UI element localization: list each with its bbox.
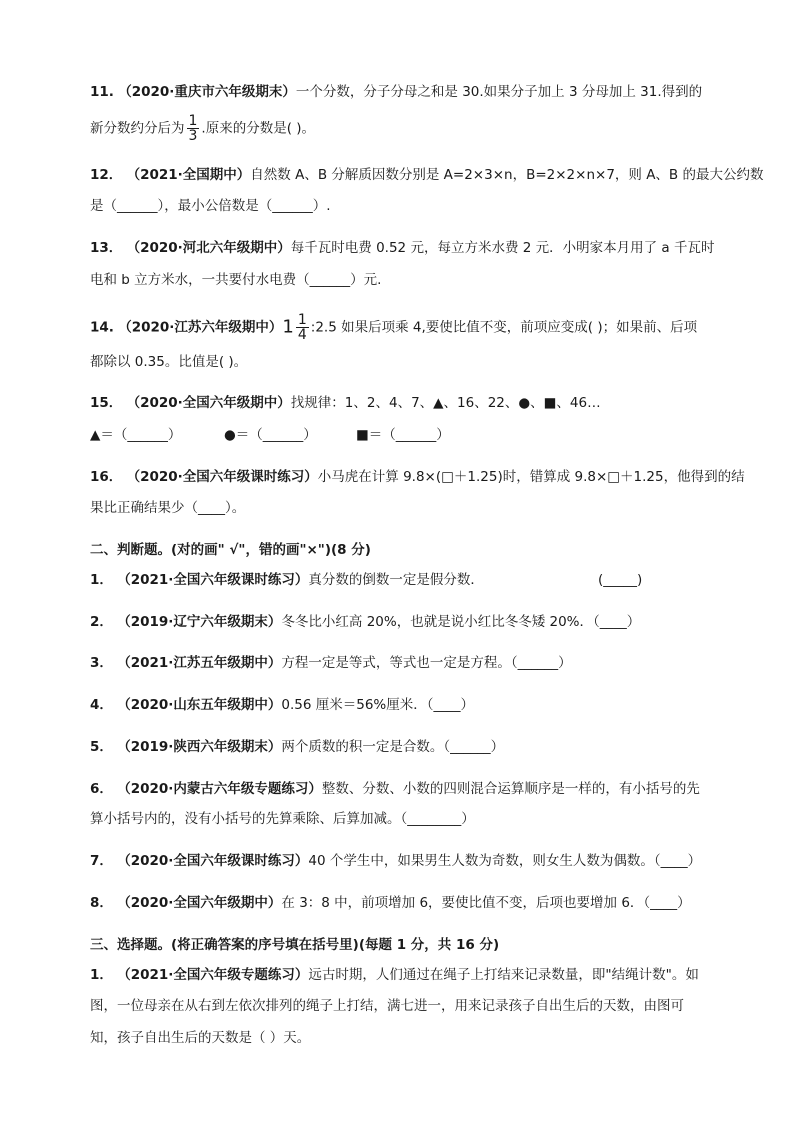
- question-text: 图，一位母亲在从右到左依次排列的绳子上打结，满七进一，用来记录孩子自出生后的天数，由图可: [90, 998, 684, 1014]
- choice-1-line-1: [90, 965, 699, 985]
- question-number: 1．: [90, 572, 113, 588]
- question-text: 两个质数的积一定是合数。（______）: [281, 739, 505, 755]
- question-13-line-1: [90, 238, 714, 258]
- question-number: 8．: [90, 895, 113, 911]
- question-number: 7．: [90, 853, 113, 869]
- choice-1-line-2: [90, 996, 684, 1016]
- question-text: 整数、分数、小数的四则混合运算顺序是一样的，有小括号的先: [321, 781, 700, 797]
- question-source: （2020·山东五年级期中）: [117, 697, 282, 713]
- question-source: （2020·全国六年级期中）: [126, 395, 291, 411]
- question-number: 6．: [90, 781, 113, 797]
- question-source: （2020·全国六年级课时练习）: [126, 469, 318, 485]
- section-3-title: 三、选择题。(将正确答案的序号填在括号里)(每题 1 分，共 16 分): [90, 937, 500, 953]
- question-text: 自然数 A、B 分解质因数分别是 A=2×3×n，B=2×2×n×7，则 A、B 的最大公约数: [250, 167, 764, 183]
- question-number: 1．: [90, 967, 113, 983]
- question-text: 在 3：8 中，前项增加 6，要使比值不变，后项也要增加 6．（____）: [281, 895, 691, 911]
- judge-7: [90, 851, 701, 871]
- question-source: （2020·内蒙古六年级专题练习）: [117, 781, 322, 797]
- question-14-line-2: [90, 352, 247, 372]
- question-11-line-1: [90, 82, 702, 102]
- question-14-line-1: [90, 313, 697, 342]
- question-12-line-1: [90, 165, 763, 185]
- fraction-denominator: 3: [188, 128, 198, 144]
- question-source: （2021·江苏五年级期中）: [117, 655, 282, 671]
- judge-1-answer: (_____): [598, 572, 643, 588]
- question-text: 新分数约分后为: [90, 120, 185, 137]
- question-16-line-2: [90, 498, 245, 518]
- question-11-line-2: [90, 114, 315, 143]
- fraction: [296, 313, 309, 342]
- question-13-line-2: [90, 270, 381, 290]
- question-number: 16．: [90, 469, 123, 485]
- judge-8: [90, 893, 691, 913]
- judge-5: [90, 737, 504, 757]
- question-source: （2021·全国六年级专题练习）: [117, 967, 309, 983]
- question-number: 2．: [90, 614, 113, 630]
- answer-triangle: ▲＝（______）: [90, 427, 182, 443]
- question-text: 方程一定是等式，等式也一定是方程。（______）: [281, 655, 572, 671]
- judge-6-line-1: [90, 779, 700, 799]
- answer-square: ■＝（______）: [356, 427, 450, 443]
- question-source: （2020·全国六年级课时练习）: [117, 853, 309, 869]
- question-text: 算小括号内的，没有小括号的先算乘除、后算加减。（________）: [90, 811, 475, 827]
- question-text: 电和 b 立方米水，一共要付水电费（______）元.: [90, 272, 382, 288]
- fraction-denominator: 4: [297, 327, 307, 343]
- question-number: 12．: [90, 167, 123, 183]
- question-text: .原来的分数是( )。: [201, 120, 316, 137]
- fraction: [187, 114, 200, 143]
- question-text: 果比正确结果少（____）。: [90, 500, 246, 516]
- question-16-line-1: [90, 467, 745, 487]
- fraction-numerator: 1: [297, 312, 307, 328]
- question-text: 找规律：1、2、4、7、▲、16、22、●、■、46…: [290, 395, 601, 411]
- mixed-number-whole: 1: [282, 316, 294, 338]
- question-number: 15．: [90, 395, 123, 411]
- question-number: 13．: [90, 240, 123, 256]
- choice-1-line-3: [90, 1028, 310, 1048]
- question-text: 都除以 0.35。比值是( )。: [90, 354, 248, 370]
- question-number: 4．: [90, 697, 113, 713]
- fraction-numerator: 1: [188, 113, 198, 129]
- section-2-title: 二、判断题。(对的画" √"，错的画"×")(8 分): [90, 542, 371, 558]
- question-number: 11.: [90, 84, 114, 100]
- question-number: 3．: [90, 655, 113, 671]
- question-source: （2021·全国六年级课时练习）: [117, 572, 309, 588]
- question-text: 每千瓦时电费 0.52 元，每立方米水费 2 元．小明家本月用了 a 千瓦时: [290, 240, 715, 256]
- question-source: （2020·江苏六年级期中）: [118, 319, 283, 336]
- question-text: :2.5 如果后项乘 4,要使比值不变，前项应变成( )；如果前、后项: [310, 319, 698, 336]
- question-source: （2019·辽宁六年级期末）: [117, 614, 282, 630]
- question-text: 是（______），最小公倍数是（______）.: [90, 198, 331, 214]
- question-text: 0.56 厘米＝56%厘米．（____）: [281, 697, 475, 713]
- judge-1: [90, 570, 484, 590]
- answer-circle: ●＝（______）: [224, 427, 317, 443]
- question-source: （2021·全国期中）: [126, 167, 251, 183]
- question-number: 14.: [90, 319, 114, 336]
- question-source: （2020·河北六年级期中）: [126, 240, 291, 256]
- question-text: 一个分数，分子分母之和是 30.如果分子加上 3 分母加上 31.得到的: [295, 84, 703, 100]
- question-text: 知，孩子自出生后的天数是（ ）天。: [90, 1030, 311, 1046]
- judge-2: [90, 612, 640, 632]
- judge-6-line-2: [90, 809, 475, 829]
- question-source: （2019·陕西六年级期末）: [117, 739, 282, 755]
- question-number: 5．: [90, 739, 113, 755]
- judge-3: [90, 653, 572, 673]
- question-text: 40 个学生中，如果男生人数为奇数，则女生人数为偶数。（____）: [308, 853, 702, 869]
- question-source: （2020·重庆市六年级期末）: [118, 84, 296, 100]
- question-text: 小马虎在计算 9.8×(□＋1.25)时，错算成 9.8×□＋1.25，他得到的结: [317, 469, 745, 485]
- question-15-line-1: [90, 393, 601, 413]
- question-text: 远古时期，人们通过在绳子上打结来记录数量，即"结绳计数"。如: [308, 967, 699, 983]
- question-source: （2020·全国六年级期中）: [117, 895, 282, 911]
- question-12-line-2: [90, 196, 331, 216]
- question-text: 真分数的倒数一定是假分数．: [308, 572, 484, 588]
- judge-4: [90, 695, 474, 715]
- question-text: 冬冬比小红高 20%，也就是说小红比冬冬矮 20%．（____）: [281, 614, 641, 630]
